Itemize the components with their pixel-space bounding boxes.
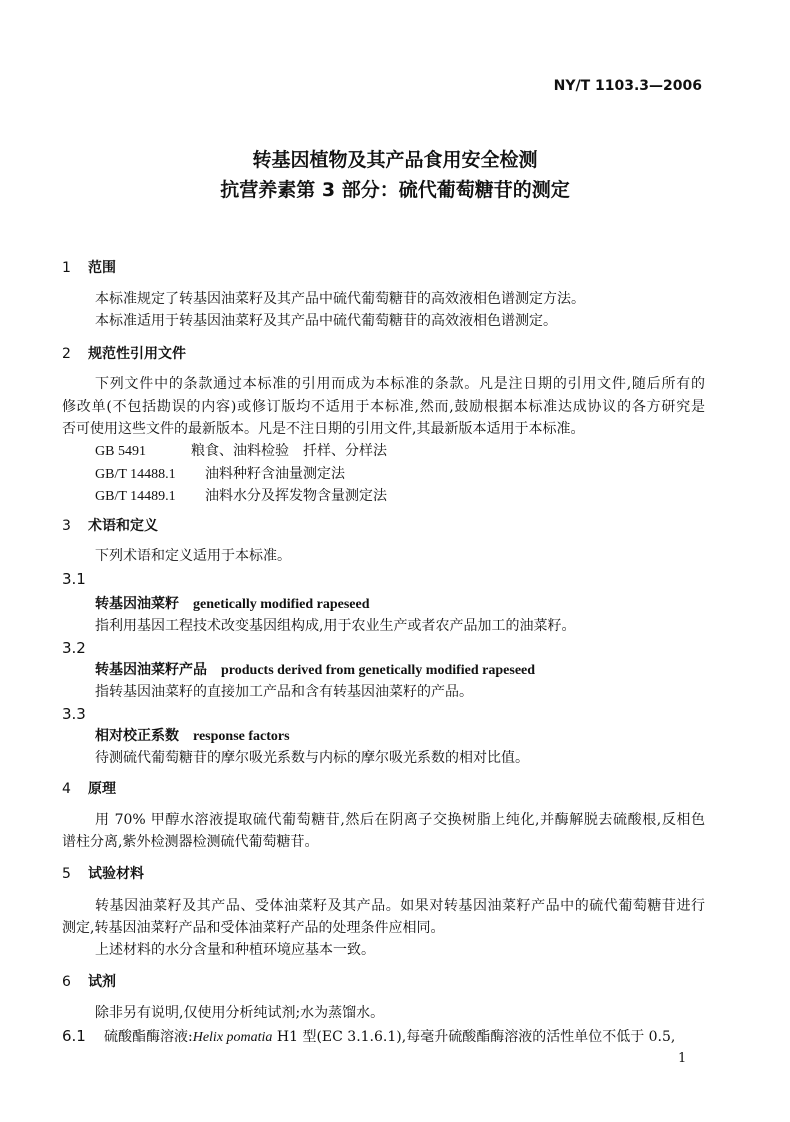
section-title: 术语和定义 (88, 518, 158, 534)
paragraph-line: 测定,转基因油菜籽产品和受体油菜籽产品的处理条件应相同。 (62, 920, 445, 936)
section-title: 原理 (88, 781, 116, 797)
paragraph-line: 修改单(不包括勘误的内容)或修订版均不适用于本标准,然而,鼓励根据本标准达成协议的各方研究是 (62, 399, 705, 415)
term-zh: 转基因油菜籽产品 (95, 662, 207, 678)
section-6-heading (62, 972, 116, 992)
species-name: Helix pomatia (192, 1030, 273, 1045)
section-title: 范围 (88, 260, 116, 276)
section-number: 3 (62, 518, 71, 534)
paragraph: 本标准规定了转基因油菜籽及其产品中硫代葡萄糖苷的高效液相色谱测定方法。 (95, 291, 585, 307)
term-heading (95, 594, 370, 615)
reference-code: GB 5491 (95, 444, 146, 459)
term-definition: 指利用基因工程技术改变基因组构成,用于农业生产或者农产品加工的油菜籽。 (95, 618, 576, 634)
section-4-heading (62, 779, 116, 799)
paragraph-line: 否可使用这些文件的最新版本。凡是不注日期的引用文件,其最新版本适用于本标准。 (62, 421, 585, 437)
section-number: 6 (62, 974, 71, 990)
section-2-heading (62, 344, 186, 364)
paragraph-line: 谱柱分离,紫外检测器检测硫代葡萄糖苷。 (62, 834, 319, 850)
term-en: genetically modified rapeseed (193, 597, 370, 612)
reference-title: 油料水分及挥发物含量测定法 (205, 488, 387, 504)
paragraph-line: 转基因油菜籽及其产品、受体油菜籽及其产品。如果对转基因油菜籽产品中的硫代葡萄糖苷进行 (95, 898, 705, 914)
document-title-line1: 转基因植物及其产品食用安全检测 (252, 149, 538, 171)
paragraph: 除非另有说明,仅使用分析纯试剂;水为蒸馏水。 (95, 1005, 385, 1021)
paragraph-line: 下列文件中的条款通过本标准的引用而成为本标准的条款。凡是注日期的引用文件,随后所有的 (95, 376, 705, 392)
section-number: 2 (62, 346, 71, 362)
reference-title: 粮食、油料检验 扦样、分样法 (191, 443, 387, 459)
reference-item (95, 464, 345, 485)
term-definition: 指转基因油菜籽的直接加工产品和含有转基因油菜籽的产品。 (95, 684, 473, 700)
section-5-heading (62, 864, 144, 884)
term-heading (95, 660, 535, 681)
term-zh: 相对校正系数 (95, 728, 179, 744)
term-en: products derived from genetically modified rapeseed (221, 663, 536, 678)
term-heading (95, 726, 290, 747)
document-title-line2: 抗营养素第 3 部分：硫代葡萄糖苷的测定 (220, 179, 570, 201)
term-number: 3.1 (62, 570, 86, 588)
reference-title: 油料种籽含油量测定法 (205, 466, 345, 482)
paragraph: 下列术语和定义适用于本标准。 (95, 548, 291, 564)
paragraph-line: 用 70% 甲醇水溶液提取硫代葡萄糖苷,然后在阴离子交换树脂上纯化,并酶解脱去硫酸根,反相色 (95, 812, 705, 828)
term-zh: 转基因油菜籽 (95, 596, 179, 612)
item-label: 硫酸酯酶溶液: (104, 1029, 193, 1045)
reference-code: GB/T 14488.1 (95, 467, 176, 482)
item-text: H1 型(EC 3.1.6.1),每毫升硫酸酯酶溶液的活性单位不低于 0.5, (272, 1029, 676, 1045)
paragraph: 本标准适用于转基因油菜籽及其产品中硫代葡萄糖苷的高效液相色谱测定。 (95, 313, 557, 329)
reference-item (95, 441, 387, 462)
section-number: 5 (62, 866, 71, 882)
term-en: response factors (193, 729, 290, 744)
standard-number: NY/T 1103.3—2006 (553, 78, 702, 94)
section-number: 4 (62, 781, 71, 797)
section-3-heading (62, 516, 158, 536)
item-number: 6.1 (62, 1027, 86, 1045)
section-title: 试剂 (88, 974, 116, 990)
term-number: 3.2 (62, 639, 86, 657)
reference-item (95, 486, 387, 507)
paragraph: 上述材料的水分含量和种植环境应基本一致。 (95, 942, 375, 958)
section-title: 试验材料 (88, 866, 144, 882)
section-1-heading (62, 258, 116, 278)
section-number: 1 (62, 260, 71, 276)
section-title: 规范性引用文件 (88, 346, 186, 362)
term-number: 3.3 (62, 705, 86, 723)
reference-code: GB/T 14489.1 (95, 489, 176, 504)
term-definition: 待测硫代葡萄糖苷的摩尔吸光系数与内标的摩尔吸光系数的相对比值。 (95, 750, 529, 766)
page-number: 1 (678, 1051, 687, 1066)
reagent-item (62, 1026, 705, 1048)
